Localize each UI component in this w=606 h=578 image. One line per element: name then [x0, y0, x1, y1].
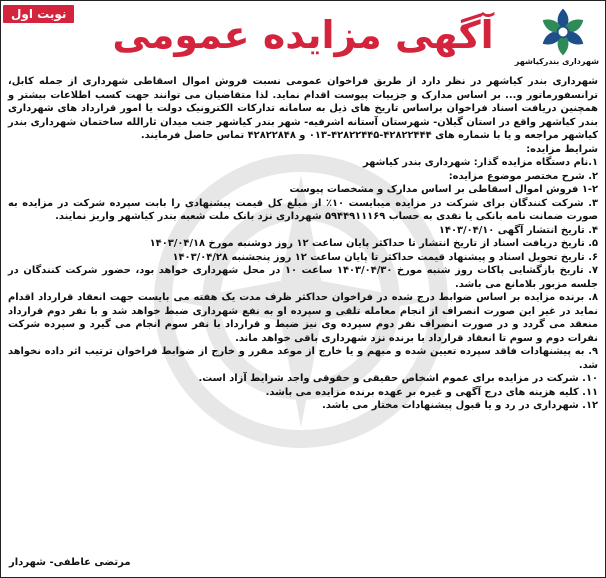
- logo-caption: شهرداری بندرکیاشهر: [514, 57, 599, 66]
- intro-paragraph: شهرداری بندر کیاشهر در نظر دارد از طریق فراخوان عمومی نسبت فروش اموال اسقاطی شهرداری از جمله کابل، ترانسفورماتور و... بر اساس مدارک و جزییات پیوست اقدام نماید. لذا متقاضیان می توانند جهت کسب اطلاعات بیشتر و همچنین دریافت اسناد فراخوان براساس تاریخ های ذیل به سامانه تدارکات الکترونیک دولت یا امور قرارداد های شهرداری بندر کیاشهر واقع در استان گیلان- شهرستان آستانه اشرفیه- شهر بندر کیاشهر جنب میدان ثارالله ساختمان شهرداری بندر کیاشهر مراجعه و یا با شماره های ۴۲۸۲۲۴۴۴-۴۲۸۲۲۴۴۵-۰۱۳ و ۴۲۸۲۲۸۴۸ تماس حاصل فرمایند.: [8, 76, 598, 141]
- condition-item: ۵. تاریخ دریافت اسناد از تاریخ انتشار تا حداکثر پایان ساعت ۱۲ روز دوشنبه مورخ ۱۴۰۳/۰۴/۱۸: [149, 238, 598, 249]
- condition-item: ۱۰. شرکت در مزایده برای عموم اشخاص حقیقی و حقوقی واجد شرایط آزاد است.: [198, 373, 598, 384]
- notice-header: [1, 1, 605, 75]
- municipality-emblem-icon: [536, 5, 590, 59]
- conditions-heading: شرایط مزایده:: [526, 143, 598, 155]
- condition-item: ۳. شرکت کنندگان برای شرکت در مزایده میبایست ۱۰٪ از مبلغ کل قیمت پیشنهادی را بابت سپرده شرکت در مزایده به صورت ضمانت نامه بانکی یا نقدی به حساب ۵۹۴۴۹۱۱۱۶۹ شهرداری نزد بانک ملت شعبه بندر کیاشهر واریز نمایند.: [8, 197, 598, 222]
- condition-item: ۹. به پیشنهادات فاقد سپرده تعیین شده و مبهم و یا خارج از موعد مقرر و خارج از ضوابط فراخوان ترتیب اثر داده نخواهد شد.: [8, 346, 598, 371]
- municipality-logo: [514, 5, 599, 71]
- condition-item: ۱.نام دستگاه مزایده گذار: شهرداری بندر کیاشهر: [362, 157, 598, 168]
- publication-round-badge: نوبت اول: [3, 5, 74, 23]
- condition-item: ۶. تاریخ تحویل اسناد و پیشنهاد قیمت حداکثر تا پایان ساعت ۱۲ روز پنجشنبه ۱۴۰۳/۰۴/۲۸: [172, 251, 598, 263]
- condition-item: ۷. تاریخ بازگشایی پاکات روز شنبه مورخ ۱۴۰۳/۰۴/۳۰ ساعت ۱۰ در محل شهرداری خواهد بود، حضور شرکت کنندگان در جلسه مزبور بلامانع می باشد.: [8, 265, 598, 290]
- condition-item: ۱۲. شهرداری در رد و یا قبول پیشنهادات مختار می باشد.: [322, 400, 598, 411]
- condition-item: ۱۱. کلیه هزینه های درج آگهی و غیره بر عهده برنده مزایده می باشد.: [265, 386, 598, 398]
- notice-body: [1, 75, 605, 413]
- condition-item: ۴. تاریخ انتشار آگهی ۱۴۰۳/۰۴/۱۰: [438, 224, 598, 236]
- condition-item: ۲. شرح مختصر موضوع مزایده:: [448, 170, 598, 182]
- mayor-signature: مرتضی عاطفی- شهردار: [9, 557, 131, 568]
- notice-title: آگهی مزایده عمومی: [112, 13, 494, 57]
- condition-item: ۸. برنده مزایده بر اساس ضوابط درج شده در فراخوان حداکثر ظرف مدت یک هفته می بایست جهت انعقاد قرارداد اقدام نماید در غیر این صورت انصراف از انجام معامله تلقی و سپرده او به نفع شهرداری ضبط خواهد شد و با نفر دوم قرارداد منعقد می گردد و در صورت انصراف نفر دوم سپرده وی نیز ضبط و قرارداد با نفر سوم انجام می گیرد و سپرده شرکت نفرات دوم و سوم تا انعقاد قرارداد با برنده نزد شهرداری باقی خواهد ماند.: [8, 292, 598, 344]
- condition-item: ۱-۲ فروش اموال اسقاطی بر اساس مدارک و مشخصات پیوست: [289, 184, 598, 195]
